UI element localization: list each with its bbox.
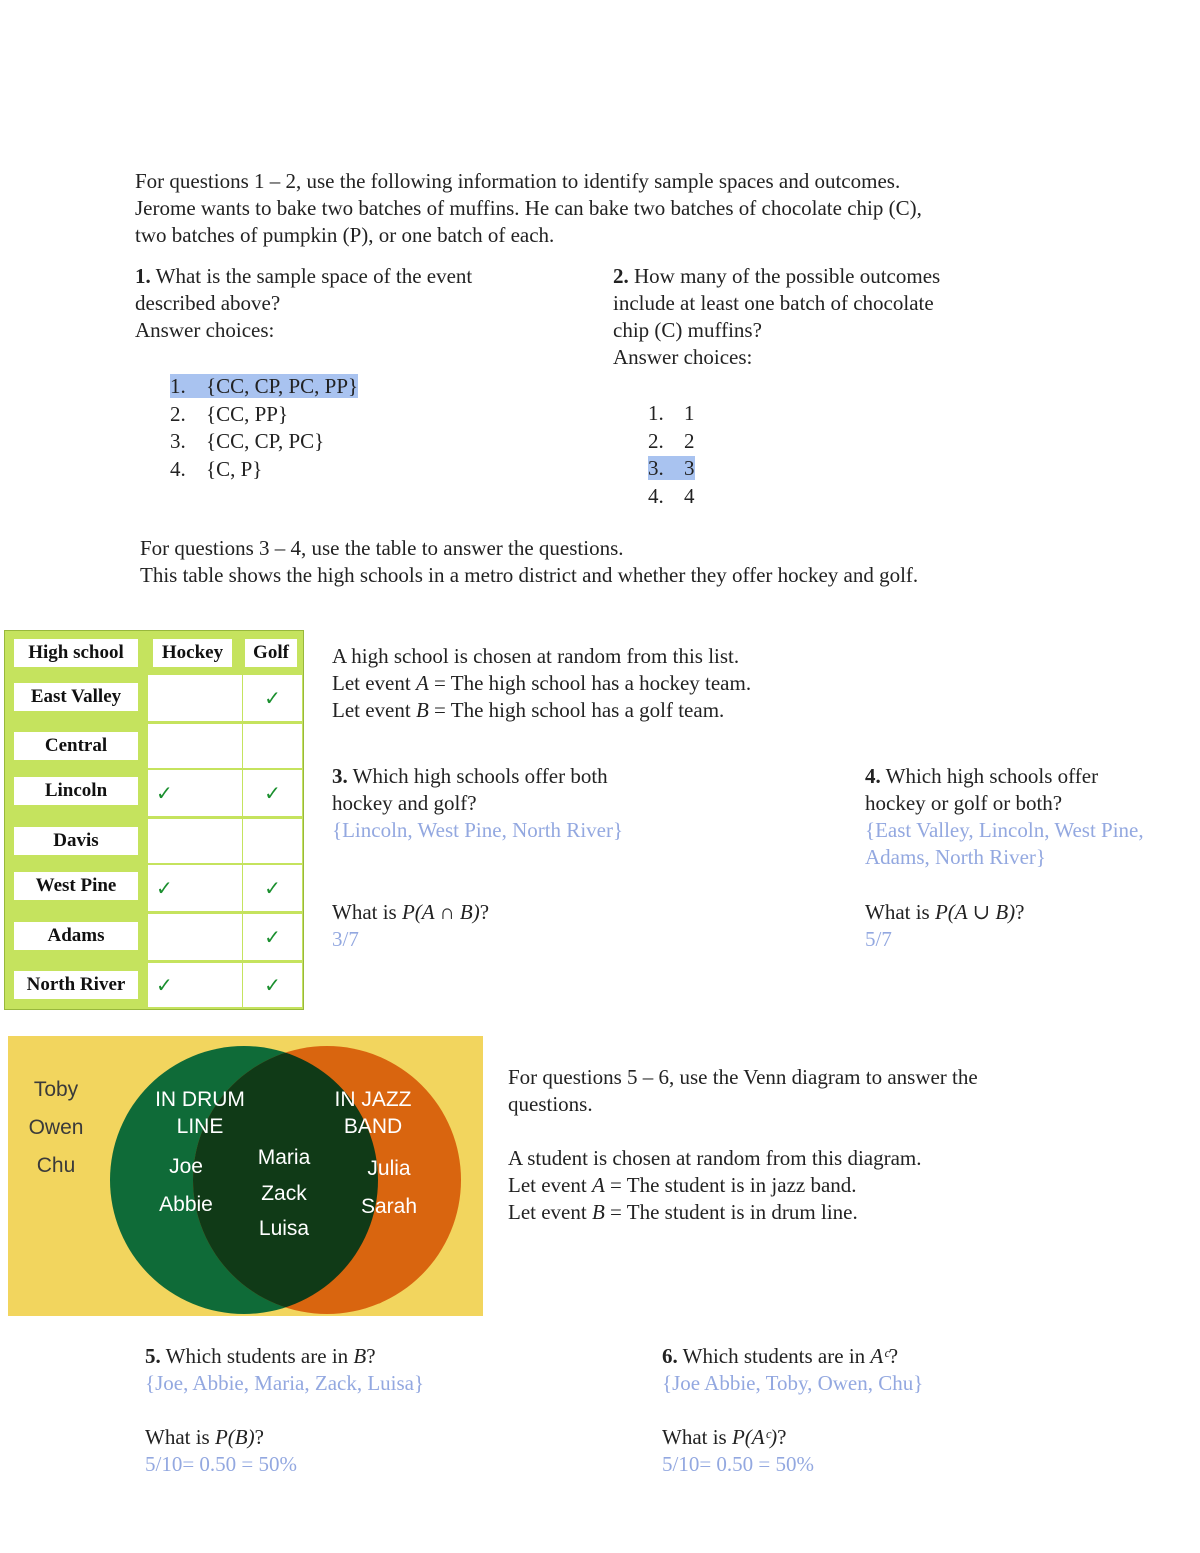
venn-name: Chu	[36, 1154, 76, 1177]
table-cell-school: North River	[14, 971, 138, 999]
check-icon: ✓	[156, 973, 173, 997]
question-number: 1.	[135, 264, 151, 288]
check-icon: ✓	[264, 686, 281, 710]
question-text: chip (C) muffins?	[613, 318, 762, 342]
question-number: 5.	[145, 1344, 161, 1368]
table-header-golf: Golf	[245, 639, 297, 667]
venn-name: Luisa	[258, 1217, 310, 1240]
venn-diagram	[8, 1036, 483, 1316]
table-cell-school: Lincoln	[14, 777, 138, 805]
check-icon: ✓	[264, 925, 281, 949]
jazz-band-label: IN JAZZ BAND	[334, 1088, 412, 1138]
answer-text: Adams, North River}	[865, 845, 1046, 869]
intro-questions-3-4	[140, 535, 918, 589]
question-3-probability: What is P(A ∩ B)? 3/7	[332, 900, 490, 951]
answer-text: {Joe Abbie, Toby, Owen, Chu}	[662, 1371, 924, 1395]
choice-item[interactable]: 2. {CC, PP}	[170, 401, 289, 426]
check-icon: ✓	[264, 876, 281, 900]
venn-name: Julia	[367, 1157, 411, 1180]
answer-text: {East Valley, Lincoln, West Pine,	[865, 818, 1144, 842]
table-cell-school: Central	[14, 732, 138, 760]
table-cell-school: Adams	[14, 922, 138, 950]
question-3: 3. Which high schools offer both hockey and golf? {Lincoln, West Pine, North River}	[332, 764, 624, 842]
intro-line: two batches of pumpkin (P), or one batch of each.	[135, 223, 555, 247]
choice-item[interactable]: 1. 1	[648, 401, 695, 425]
q2-choices	[648, 400, 695, 510]
choice-item[interactable]: 4. {C, P}	[170, 456, 263, 481]
check-icon: ✓	[156, 876, 173, 900]
answer-text: {Lincoln, West Pine, North River}	[332, 818, 624, 842]
question-4-probability: What is P(A ∪ B)? 5/7	[865, 900, 1025, 951]
venn-name: Maria	[257, 1146, 311, 1169]
venn-name: Abbie	[159, 1193, 213, 1216]
table-cell-school: East Valley	[14, 683, 138, 711]
events-description: A high school is chosen at random from this list. Let event A = The high school has a hockey team. Let event B = The high school has a golf team.	[332, 644, 752, 722]
question-6: 6. Which students are in Aᶜ? {Joe Abbie, Toby, Owen, Chu}	[662, 1344, 924, 1395]
answer-text: 5/10= 0.50 = 50%	[662, 1452, 815, 1476]
question-2	[613, 263, 940, 371]
question-text: include at least one batch of chocolate	[613, 291, 934, 315]
choice-item[interactable]: 4. 4	[648, 483, 695, 508]
question-6-probability: What is P(Aᶜ)? 5/10= 0.50 = 50%	[662, 1425, 815, 1476]
question-5: 5. Which students are in B? {Joe, Abbie, Maria, Zack, Luisa}	[145, 1344, 425, 1395]
table-header-hockey: Hockey	[153, 639, 232, 667]
intro-questions-1-2	[135, 168, 922, 249]
venn-name: Toby	[33, 1078, 79, 1101]
venn-name: Owen	[28, 1116, 84, 1139]
table-header-high-school: High school	[14, 639, 138, 667]
choice-item[interactable]: 3. 3	[648, 456, 695, 480]
venn-name: Joe	[169, 1155, 203, 1178]
question-number: 6.	[662, 1344, 678, 1368]
table-cell-school: Davis	[14, 827, 138, 855]
answer-text: 5/10= 0.50 = 50%	[145, 1452, 298, 1476]
question-text: described above?	[135, 291, 281, 315]
question-number: 4.	[865, 764, 881, 788]
venn-name: Sarah	[360, 1195, 418, 1218]
question-number: 2.	[613, 264, 629, 288]
choice-item[interactable]: 3. {CC, CP, PC}	[170, 429, 325, 453]
q1-choices	[170, 373, 358, 483]
question-5-probability: What is P(B)? 5/10= 0.50 = 50%	[145, 1425, 298, 1476]
question-number: 3.	[332, 764, 348, 788]
question-text: What is the sample space of the event	[150, 264, 473, 288]
intro-questions-5-6: For questions 5 – 6, use the Venn diagram to answer the questions. A student is chosen at random from this diagram. Let event A = The student is in jazz band. Let event B = The student is in drum line.	[508, 1065, 978, 1224]
answer-text: 3/7	[332, 927, 359, 951]
choice-item[interactable]: 1. {CC, CP, PC, PP}	[170, 374, 359, 398]
intro-line: This table shows the high schools in a metro district and whether they offer hockey and golf.	[140, 563, 919, 587]
intro-line: For questions 3 – 4, use the table to answer the questions.	[140, 536, 624, 560]
check-icon: ✓	[264, 973, 281, 997]
choice-item[interactable]: 2. 2	[648, 428, 695, 453]
answer-text: {Joe, Abbie, Maria, Zack, Luisa}	[145, 1371, 425, 1395]
answer-choices-label: Answer choices:	[613, 345, 753, 369]
check-icon: ✓	[264, 781, 281, 805]
answer-choices-label: Answer choices:	[135, 318, 275, 342]
intro-line: For questions 1 – 2, use the following information to identify sample spaces and outcomes.	[135, 169, 901, 193]
drum-line-label: IN DRUM LINE	[155, 1088, 245, 1138]
question-text: How many of the possible outcomes	[628, 264, 941, 288]
answer-text: 5/7	[865, 927, 892, 951]
question-1	[135, 263, 472, 344]
venn-name: Zack	[261, 1182, 307, 1205]
high-school-table	[4, 630, 304, 1010]
check-icon: ✓	[156, 781, 173, 805]
intro-line: Jerome wants to bake two batches of muffins. He can bake two batches of chocolate chip (C),	[135, 196, 922, 220]
table-cell-school: West Pine	[14, 872, 138, 900]
question-4: 4. Which high schools offer hockey or golf or both? {East Valley, Lincoln, West Pine, Adams, North River}	[865, 764, 1144, 869]
